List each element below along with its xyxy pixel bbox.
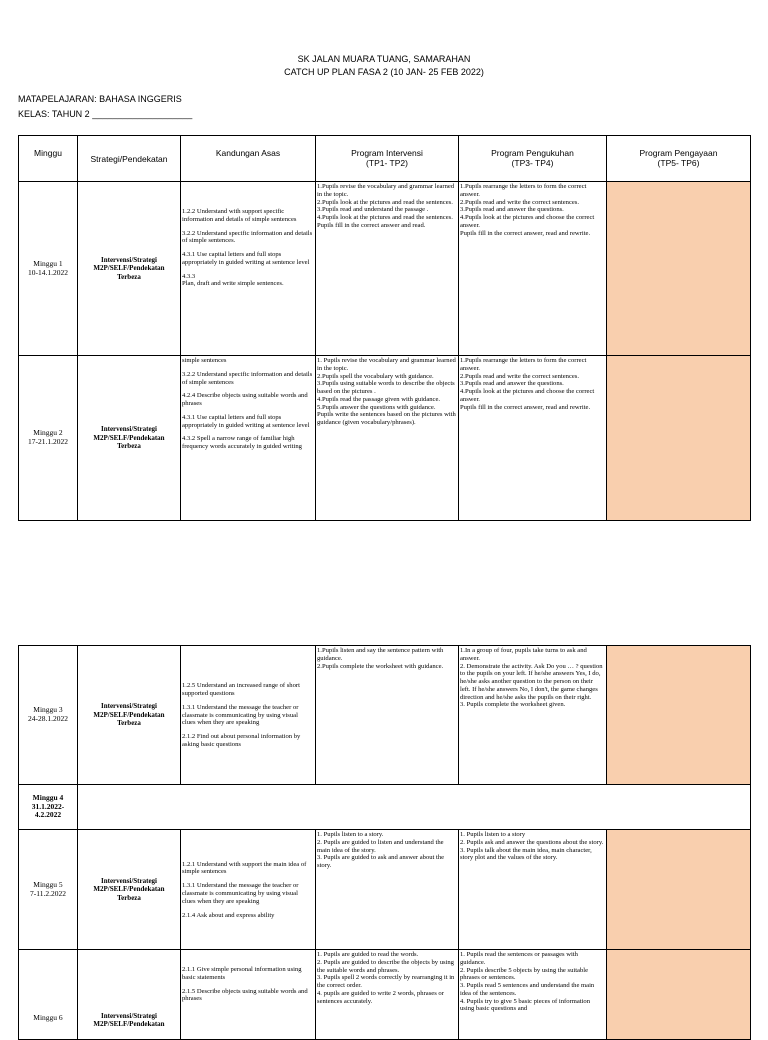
pengukuhan-cell: 1.Pupils rearrange the letters to form the correct answer. 2.Pupils read and write the correct sentences. 3.Pupils read and answer the questions. 4.Pupils look at the pictures and choose the correct answer. Pupils fill in the correct answer, read and rewrite.: [459, 356, 607, 521]
week-row: [19, 830, 751, 950]
pengayaan-cell: [607, 646, 751, 785]
plan-table-page1: [18, 135, 751, 521]
intervensi-cell: 1. Pupils revise the vocabulary and grammar learned in the topic. 2.Pupils spell the vocabulary with guidance. 3.Pupils using suitable words to describe the objects based on the pictures . 4.Pupils read the passage given with guidance. 5.Pupils answer the questions with guidance. Pupils write the sentences based on the pictures with guidance (given vocabulary/phrases).: [316, 356, 459, 521]
pengayaan-cell: [607, 182, 751, 356]
intervensi-cell: 1.Pupils listen and say the sentence pattern with guidance. 2.Pupils complete the worksheet with guidance.: [316, 646, 459, 785]
pengayaan-cell: [607, 830, 751, 950]
week-cell: Minggu 4 31.1.2022- 4.2.2022: [19, 785, 78, 830]
week-row: [19, 182, 751, 356]
subject-label: MATAPELAJARAN: BAHASA INGGERIS: [18, 94, 182, 104]
content-cell: simple sentences 3.2.2 Understand specific information and details of simple sentences 4.2.4 Describe objects using suitable words and phrases 4.3.1 Use capital letters and full stops appropriately in guided writing at sentence level 4.3.2 Spell a narrow range of familiar high frequency words accurately in guided writing: [181, 356, 316, 521]
col-pengayaan: Program Pengayaan (TP5- TP6): [607, 136, 751, 182]
col-minggu: Minggu: [19, 136, 78, 182]
strategy-cell: Intervensi/Strategi M2P/SELF/Pendekatan: [78, 950, 181, 1040]
pengukuhan-cell: 1.Pupils rearrange the letters to form the correct answer. 2.Pupils read and write the correct sentences. 3.Pupils read and answer the questions. 4.Pupils look at the pictures and choose the correct answer. Pupils fill in the correct answer, read and rewrite.: [459, 182, 607, 356]
intervensi-cell: 1. Pupils listen to a story. 2. Pupils are guided to listen and understand the main idea of the story. 3. Pupils are guided to ask and answer about the story.: [316, 830, 459, 950]
header-row: [19, 136, 751, 182]
col-pengukuhan: Program Pengukuhan (TP3- TP4): [459, 136, 607, 182]
week-cell: Minggu 6: [19, 950, 78, 1040]
pengukuhan-cell: 1. Pupils read the sentences or passages with guidance. 2. Pupils describe 5 objects by using the suitable phrases or sentences. 3. Pupils read 5 sentences and understand the main idea of the sentences. 4. Pupils try to give 5 basic pieces of information using basic questions and: [459, 950, 607, 1040]
school-title: SK JALAN MUARA TUANG, SAMARAHAN: [297, 54, 471, 64]
week-row-holiday: [19, 785, 751, 830]
pengukuhan-cell: 1. Pupils listen to a story 2. Pupils ask and answer the questions about the story. 3. Pupils talk about the main idea, main character, story plot and the values of the story.: [459, 830, 607, 950]
week-row: [19, 950, 751, 1040]
week-cell: Minggu 2 17-21.1.2022: [19, 356, 78, 521]
intervensi-cell: 1.Pupils revise the vocabulary and grammar learned in the topic. 2.Pupils look at the pictures and read the sentences. 3.Pupils read and understand the passage . 4.Pupils look at the pictures and read the sentences. Pupils fill in the correct answer and read.: [316, 182, 459, 356]
plan-title: CATCH UP PLAN FASA 2 (10 JAN- 25 FEB 2022): [284, 67, 484, 77]
content-cell: 1.2.5 Understand an increased range of short supported questions 1.3.1 Understand the message the teacher or classmate is communicating by using visual clues when they are speaking 2.1.2 Find out about personal information by asking basic questions: [181, 646, 316, 785]
plan-table-page2: [18, 645, 751, 1040]
week-row: [19, 356, 751, 521]
pengayaan-cell: [607, 950, 751, 1040]
content-cell: 1.2.2 Understand with support specific information and details of simple sentences 3.2.2 Understand specific information and details of simple sentences. 4.3.1 Use capital letters and full stops appropriately in guided writing at sentence level 4.3.3 Plan, draft and write simple sentences.: [181, 182, 316, 356]
col-intervensi: Program Intervensi (TP1- TP2): [316, 136, 459, 182]
content-cell: 2.1.1 Give simple personal information using basic statements 2.1.5 Describe objects using suitable words and phrases: [181, 950, 316, 1040]
content-cell: 1.2.1 Understand with support the main idea of simple sentences 1.3.1 Understand the message the teacher or classmate is communicating by using visual clues when they are speaking 2.1.4 Ask about and express ability: [181, 830, 316, 950]
week-cell: Minggu 5 7-11.2.2022: [19, 830, 78, 950]
col-strategi: Strategi/Pendekatan: [78, 136, 181, 182]
strategy-cell: Intervensi/Strategi M2P/SELF/Pendekatan Terbeza: [78, 182, 181, 356]
pengayaan-cell: [607, 356, 751, 521]
holiday-blank-cell: [78, 785, 751, 830]
week-row: [19, 646, 751, 785]
week-cell: Minggu 1 10-14.1.2022: [19, 182, 78, 356]
intervensi-cell: 1. Pupils are guided to read the words. 2. Pupils are guided to describe the objects by using the suitable words and phrases. 3. Pupils spell 2 words correctly by rearranging it in the correct order. 4. pupils are guided to write 2 words, phrases or sentences accurately.: [316, 950, 459, 1040]
week-cell: Minggu 3 24-28.1.2022: [19, 646, 78, 785]
col-kandungan: Kandungan Asas: [181, 136, 316, 182]
pengukuhan-cell: 1.In a group of four, pupils take turns to ask and answer. 2. Demonstrate the activity. Ask Do you … ? question to the pupils on your left. If he/she answers Yes, I do, he/she asks another question to the person on their left. If he/she answers No, I don't, the game changes direction and he/she asks the pupils on their right. 3. Pupils complete the worksheet given.: [459, 646, 607, 785]
strategy-cell: Intervensi/Strategi M2P/SELF/Pendekatan Terbeza: [78, 646, 181, 785]
strategy-cell: Intervensi/Strategi M2P/SELF/Pendekatan Terbeza: [78, 830, 181, 950]
class-label: KELAS: TAHUN 2 ____________________: [18, 109, 193, 119]
strategy-cell: Intervensi/Strategi M2P/SELF/Pendekatan Terbeza: [78, 356, 181, 521]
